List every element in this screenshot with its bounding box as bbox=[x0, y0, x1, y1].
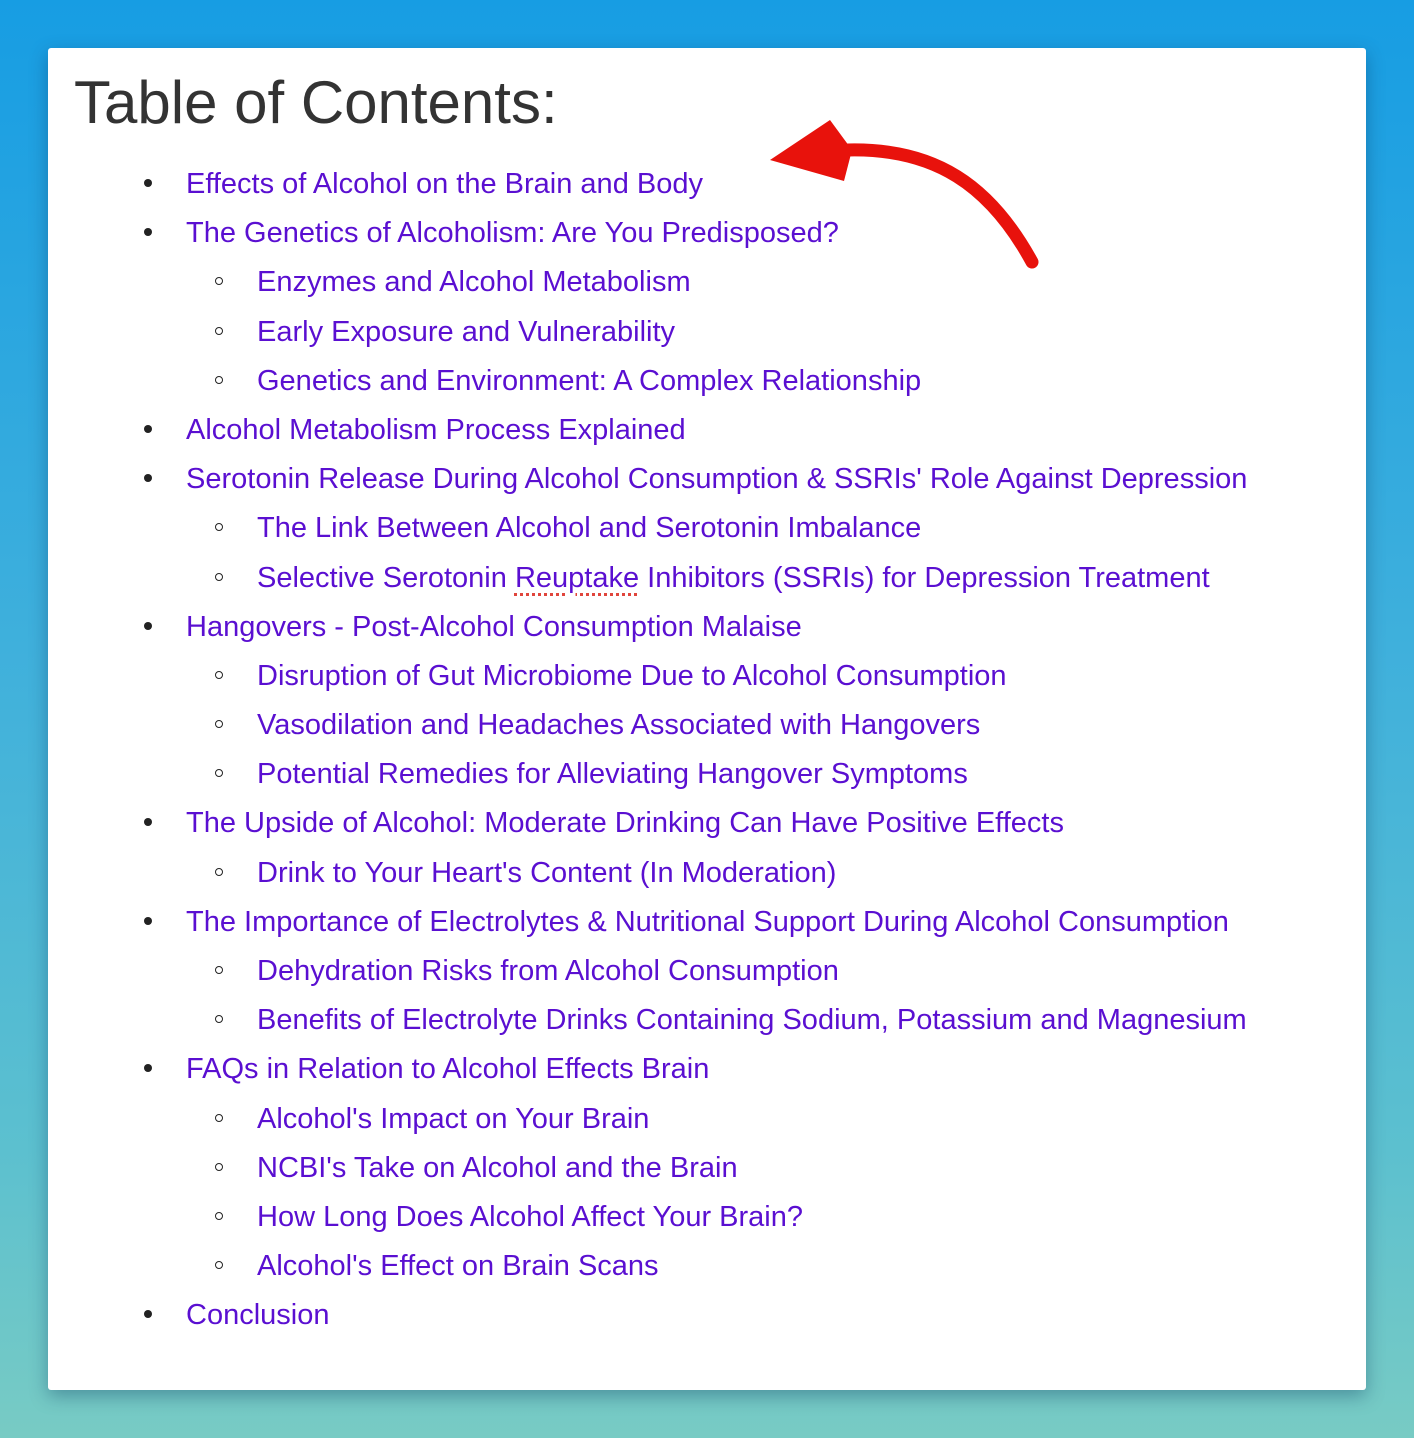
toc-link[interactable]: NCBI's Take on Alcohol and the Brain bbox=[257, 1151, 738, 1184]
toc-link[interactable]: Serotonin Release During Alcohol Consumption & SSRIs' Role Against Depression bbox=[186, 463, 1248, 496]
toc-item bbox=[48, 849, 1366, 898]
circle-bullet-icon bbox=[215, 671, 223, 679]
toc-list bbox=[48, 160, 1366, 1341]
toc-link[interactable]: The Link Between Alcohol and Serotonin Imbalance bbox=[257, 512, 922, 545]
toc-link[interactable]: Benefits of Electrolyte Drinks Containing Sodium, Potassium and Magnesium bbox=[257, 1004, 1247, 1037]
toc-item bbox=[48, 1095, 1366, 1144]
toc-link[interactable]: FAQs in Relation to Alcohol Effects Brain bbox=[186, 1053, 710, 1086]
spellcheck-word: Reuptake bbox=[514, 561, 640, 594]
toc-item bbox=[48, 799, 1366, 848]
toc-link[interactable]: Early Exposure and Vulnerability bbox=[257, 315, 676, 348]
toc-link[interactable]: Effects of Alcohol on the Brain and Body bbox=[186, 168, 703, 200]
circle-bullet-icon bbox=[215, 376, 223, 384]
toc-item bbox=[48, 357, 1366, 406]
toc-link[interactable]: Vasodilation and Headaches Associated with Hangovers bbox=[257, 709, 981, 742]
toc-link[interactable]: Alcohol's Effect on Brain Scans bbox=[257, 1250, 659, 1283]
toc-link[interactable]: Genetics and Environment: A Complex Relationship bbox=[257, 364, 922, 397]
toc-link[interactable]: Disruption of Gut Microbiome Due to Alcohol Consumption bbox=[257, 659, 1007, 692]
disc-bullet-icon bbox=[144, 818, 152, 826]
circle-bullet-icon bbox=[215, 327, 223, 335]
toc-item bbox=[48, 406, 1366, 455]
toc-item bbox=[48, 1045, 1366, 1094]
toc-item bbox=[48, 1193, 1366, 1242]
toc-item bbox=[48, 1291, 1366, 1340]
toc-item bbox=[48, 209, 1366, 258]
toc-item bbox=[48, 554, 1366, 603]
disc-bullet-icon bbox=[144, 1064, 152, 1072]
circle-bullet-icon bbox=[215, 523, 223, 531]
disc-bullet-icon bbox=[144, 179, 152, 187]
toc-item bbox=[48, 1144, 1366, 1193]
circle-bullet-icon bbox=[215, 1261, 223, 1269]
toc-item bbox=[48, 996, 1366, 1045]
toc-link[interactable]: Selective Serotonin Reuptake Inhibitors (SSRIs) for Depression Treatment bbox=[257, 561, 1210, 594]
toc-link[interactable]: Drink to Your Heart's Content (In Moderation) bbox=[257, 856, 837, 889]
toc-item bbox=[48, 258, 1366, 307]
toc-link[interactable]: Enzymes and Alcohol Metabolism bbox=[257, 266, 691, 299]
toc-link[interactable]: How Long Does Alcohol Affect Your Brain? bbox=[257, 1200, 804, 1233]
toc-item bbox=[48, 652, 1366, 701]
toc-item bbox=[48, 455, 1366, 504]
toc-link[interactable]: The Genetics of Alcoholism: Are You Predisposed? bbox=[186, 217, 839, 250]
toc-link[interactable]: Hangovers - Post-Alcohol Consumption Malaise bbox=[186, 610, 802, 643]
toc-link[interactable]: Alcohol's Impact on Your Brain bbox=[257, 1102, 650, 1135]
page-title: Table of Contents: bbox=[74, 69, 558, 136]
toc-item bbox=[48, 504, 1366, 553]
toc-item bbox=[48, 603, 1366, 652]
disc-bullet-icon bbox=[144, 474, 152, 482]
disc-bullet-icon bbox=[144, 425, 152, 433]
toc-card bbox=[48, 48, 1366, 1390]
toc-link[interactable]: Alcohol Metabolism Process Explained bbox=[186, 413, 686, 446]
circle-bullet-icon bbox=[215, 1114, 223, 1122]
disc-bullet-icon bbox=[144, 1310, 152, 1318]
circle-bullet-icon bbox=[215, 966, 223, 974]
toc-item bbox=[48, 1242, 1366, 1291]
circle-bullet-icon bbox=[215, 868, 223, 876]
toc-item bbox=[48, 750, 1366, 799]
circle-bullet-icon bbox=[215, 277, 223, 285]
toc-item bbox=[48, 160, 1366, 209]
toc-link[interactable]: Conclusion bbox=[186, 1299, 330, 1332]
toc-link[interactable]: Potential Remedies for Alleviating Hangover Symptoms bbox=[257, 758, 968, 791]
toc-link[interactable]: The Upside of Alcohol: Moderate Drinking Can Have Positive Effects bbox=[186, 807, 1064, 840]
circle-bullet-icon bbox=[215, 1163, 223, 1171]
circle-bullet-icon bbox=[215, 1212, 223, 1220]
toc-item bbox=[48, 701, 1366, 750]
circle-bullet-icon bbox=[215, 1015, 223, 1023]
circle-bullet-icon bbox=[215, 573, 223, 581]
toc-item bbox=[48, 947, 1366, 996]
disc-bullet-icon bbox=[144, 228, 152, 236]
circle-bullet-icon bbox=[215, 720, 223, 728]
circle-bullet-icon bbox=[215, 769, 223, 777]
toc-item bbox=[48, 308, 1366, 357]
toc-item bbox=[48, 898, 1366, 947]
toc-link[interactable]: The Importance of Electrolytes & Nutritional Support During Alcohol Consumption bbox=[186, 905, 1229, 938]
disc-bullet-icon bbox=[144, 917, 152, 925]
disc-bullet-icon bbox=[144, 622, 152, 630]
toc-link[interactable]: Dehydration Risks from Alcohol Consumption bbox=[257, 955, 839, 987]
